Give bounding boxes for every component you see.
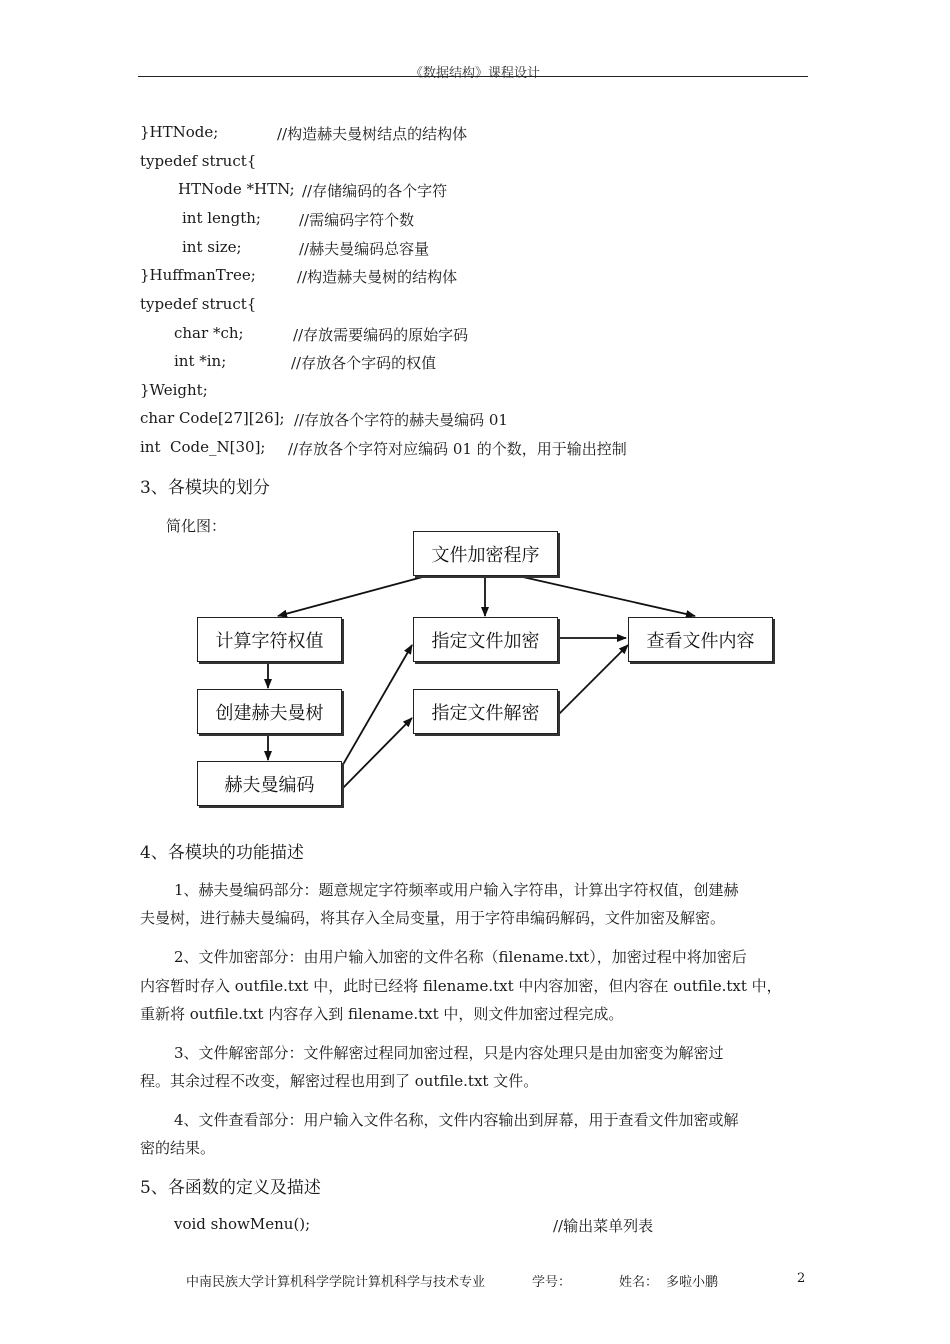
para-4-line-1: 4、文件查看部分：用户输入文件名称，文件内容输出到屏幕，用于查看文件加密或解 <box>174 1111 739 1129</box>
footer-student-id-label: 学号： <box>532 1275 572 1290</box>
footer-name-label: 姓名： <box>619 1275 659 1290</box>
code-line-4: int length; <box>182 209 261 227</box>
para-3-line-1: 3、文件解密部分：文件解密过程同加密过程，只是内容处理只是由加密变为解密过 <box>174 1044 724 1062</box>
arrow-decrypt-to-view <box>557 645 628 716</box>
code-line-9: int *in; <box>174 352 227 370</box>
node-calc-char-weight: 计算字符权值 <box>197 617 342 662</box>
node-file-decrypt: 指定文件解密 <box>413 689 558 734</box>
para-2-line-1: 2、文件加密部分：由用户输入加密的文件名称（filename.txt），加密过程中将加密后 <box>174 948 747 966</box>
node-file-encrypt-program: 文件加密程序 <box>413 531 558 576</box>
para-3-line-2: 程。其余过程不改变，解密过程也用到了 outfile.txt 文件。 <box>140 1072 539 1090</box>
func-show-menu: void showMenu(); <box>174 1215 311 1233</box>
code-comment-11: //存放各个字符的赫夫曼编码 01 <box>294 411 508 429</box>
page-header-title: 《数据结构》课程设计 <box>409 66 540 81</box>
arrow-root-to-view <box>514 575 695 616</box>
code-line-1: }HTNode; <box>140 123 219 141</box>
code-comment-4: //需编码字符个数 <box>299 211 415 229</box>
section-5-title: 5、各函数的定义及描述 <box>140 1178 321 1198</box>
code-comment-1: //构造赫夫曼树结点的结构体 <box>277 125 468 143</box>
code-line-12: int Code_N[30]; <box>140 438 266 456</box>
func-show-menu-comment: //输出菜单列表 <box>553 1217 654 1235</box>
section-4-title: 4、各模块的功能描述 <box>140 843 304 863</box>
code-comment-8: //存放需要编码的原始字码 <box>293 326 469 344</box>
code-comment-12: //存放各个字符对应编码 01 的个数，用于输出控制 <box>288 440 627 458</box>
code-line-2: typedef struct{ <box>140 152 257 170</box>
para-1-line-2: 夫曼树，进行赫夫曼编码，将其存入全局变量，用于字符串编码解码，文件加密及解密。 <box>140 909 726 927</box>
para-4-line-2: 密的结果。 <box>140 1139 216 1157</box>
node-view-file-content: 查看文件内容 <box>628 617 773 662</box>
arrow-code-to-decrypt <box>341 718 412 790</box>
footer-page-number: 2 <box>797 1271 806 1286</box>
code-line-10: }Weight; <box>140 381 208 399</box>
arrow-code-to-encrypt <box>341 645 412 768</box>
arrow-root-to-calc <box>278 575 430 616</box>
node-huffman-coding: 赫夫曼编码 <box>197 761 342 806</box>
code-comment-5: //赫夫曼编码总容量 <box>299 240 430 258</box>
para-1-line-1: 1、赫夫曼编码部分：题意规定字符频率或用户输入字符串，计算出字符权值，创建赫 <box>174 881 739 899</box>
section-3-title: 3、各模块的划分 <box>140 478 270 498</box>
code-line-3: HTNode *HTN; <box>178 180 295 198</box>
code-line-6: }HuffmanTree; <box>140 266 256 284</box>
para-2-line-3: 重新将 outfile.txt 内容存入到 filename.txt 中，则文件加密过程完成。 <box>140 1005 624 1023</box>
code-line-5: int size; <box>182 238 242 256</box>
node-file-encrypt: 指定文件加密 <box>413 617 558 662</box>
code-line-11: char Code[27][26]; <box>140 409 285 427</box>
footer-name-value: 多啦小鹏 <box>666 1275 719 1290</box>
code-comment-9: //存放各个字码的权值 <box>291 354 437 372</box>
footer-institution: 中南民族大学计算机科学学院计算机科学与技术专业 <box>186 1275 486 1290</box>
diagram-caption: 简化图： <box>166 517 227 535</box>
code-comment-6: //构造赫夫曼树的结构体 <box>297 268 458 286</box>
node-build-huffman-tree: 创建赫夫曼树 <box>197 689 342 734</box>
code-comment-3: //存储编码的各个字符 <box>302 182 448 200</box>
code-line-7: typedef struct{ <box>140 295 257 313</box>
para-2-line-2: 内容暂时存入 outfile.txt 中，此时已经将 filename.txt 中内容加密，但内容在 outfile.txt 中， <box>140 977 782 995</box>
code-line-8: char *ch; <box>174 324 244 342</box>
